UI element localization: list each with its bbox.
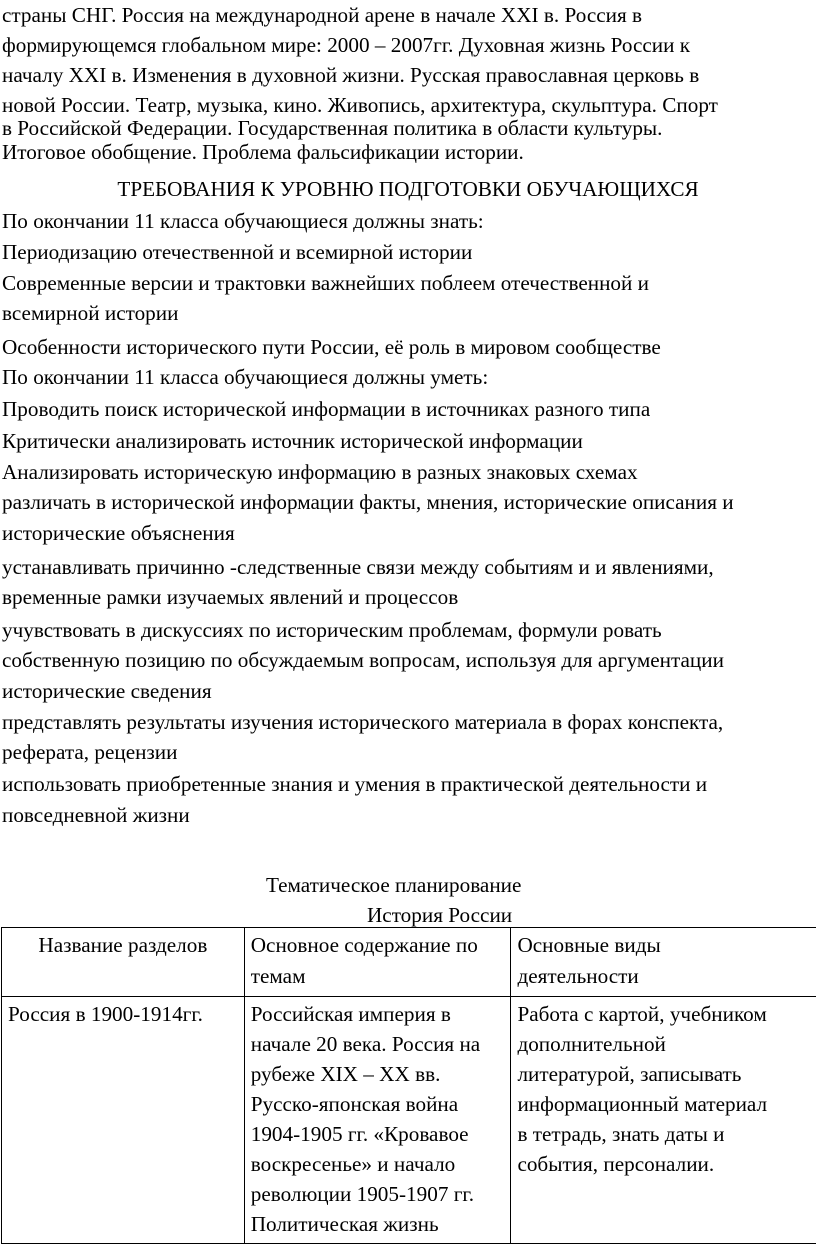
- activity-line: Работа с картой, учебником: [517, 999, 816, 1029]
- planning-subtitle: История России: [367, 903, 512, 927]
- requirement-line: использовать приобретенные знания и умения в практической деятельности и: [2, 772, 707, 796]
- header-label: Основные виды: [517, 930, 816, 961]
- header-cell-activities: [511, 928, 816, 997]
- requirement-line: реферата, рецензии: [2, 740, 177, 764]
- table-header-row: [2, 928, 816, 997]
- activity-line: дополнительной: [517, 1029, 816, 1059]
- requirement-line: Критически анализировать источник исторической информации: [2, 429, 583, 453]
- activity-line: в тетрадь, знать даты и: [517, 1119, 816, 1149]
- content-cell: [244, 997, 511, 1244]
- planning-table: [1, 927, 816, 1244]
- content-line: Российская империя в: [251, 999, 505, 1029]
- content-line: революции 1905-1907 гг.: [251, 1179, 505, 1209]
- requirement-line: временные рамки изучаемых явлений и процессов: [2, 585, 458, 609]
- requirement-line: устанавливать причинно -следственные связи между событиям и и явлениями,: [2, 555, 714, 579]
- content-line: воскресенье» и начало: [251, 1149, 505, 1179]
- planning-title: Тематическое планирование: [266, 873, 521, 897]
- requirement-line: учувствовать в дискуссиях по историческим проблемам, формули ровать: [2, 618, 662, 642]
- requirement-line: Периодизацию отечественной и всемирной истории: [2, 240, 472, 264]
- requirement-line: Проводить поиск исторической информации в источниках разного типа: [2, 397, 650, 421]
- requirements-heading: ТРЕБОВАНИЯ К УРОВНЮ ПОДГОТОВКИ ОБУЧАЮЩИХСЯ: [0, 177, 816, 201]
- header-label: деятельности: [517, 961, 816, 992]
- header-label: Название разделов: [38, 933, 207, 957]
- requirement-line: собственную позицию по обсуждаемым вопросам, используя для аргументации: [2, 648, 724, 672]
- intro-line: новой России. Театр, музыка, кино. Живопись, архитектура, скульптура. Спорт: [2, 93, 718, 117]
- requirement-line: исторические сведения: [2, 679, 212, 703]
- requirement-line: По окончании 11 класса обучающиеся должны уметь:: [2, 365, 488, 389]
- table-row: [2, 997, 816, 1244]
- content-line: Русско-японская война: [251, 1089, 505, 1119]
- requirement-line: представлять результаты изучения исторического материала в форах конспекта,: [2, 710, 723, 734]
- intro-line: в Российской Федерации. Государственная политика в области культуры.: [2, 116, 662, 140]
- activity-line: информационный материал: [517, 1089, 816, 1119]
- content-line: 1904-1905 гг. «Кровавое: [251, 1119, 505, 1149]
- requirement-line: повседневной жизни: [2, 803, 190, 827]
- header-label: темам: [251, 961, 505, 992]
- requirement-line: Особенности исторического пути России, её роль в мировом сообществе: [2, 335, 661, 359]
- activities-cell: [511, 997, 816, 1244]
- header-cell-section: [2, 928, 245, 997]
- content-line: Политическая жизнь: [251, 1209, 505, 1239]
- header-cell-content: [244, 928, 511, 997]
- intro-line: формирующемся глобальном мире: 2000 – 2007гг. Духовная жизнь России к: [2, 33, 690, 57]
- content-line: рубеже XIX – XX вв.: [251, 1059, 505, 1089]
- activity-line: события, персоналии.: [517, 1149, 816, 1179]
- requirement-line: Анализировать историческую информацию в разных знаковых схемах: [2, 460, 638, 484]
- intro-line: Итоговое обобщение. Проблема фальсификации истории.: [2, 140, 524, 164]
- header-label: Основное содержание по: [251, 930, 505, 961]
- intro-line: началу XXI в. Изменения в духовной жизни. Русская православная церковь в: [2, 63, 699, 87]
- section-cell: [2, 997, 245, 1244]
- section-name: Россия в 1900-1914гг.: [8, 999, 238, 1029]
- requirement-line: различать в исторической информации факты, мнения, исторические описания и: [2, 490, 734, 514]
- requirement-line: всемирной истории: [2, 301, 178, 325]
- activity-line: литературой, записывать: [517, 1059, 816, 1089]
- requirement-line: исторические объяснения: [2, 521, 235, 545]
- requirement-line: Современные версии и трактовки важнейших поблеем отечественной и: [2, 271, 649, 295]
- requirement-line: По окончании 11 класса обучающиеся должны знать:: [2, 209, 484, 233]
- content-line: начале 20 века. Россия на: [251, 1029, 505, 1059]
- intro-line: страны СНГ. Россия на международной арене в начале XXI в. Россия в: [2, 3, 642, 27]
